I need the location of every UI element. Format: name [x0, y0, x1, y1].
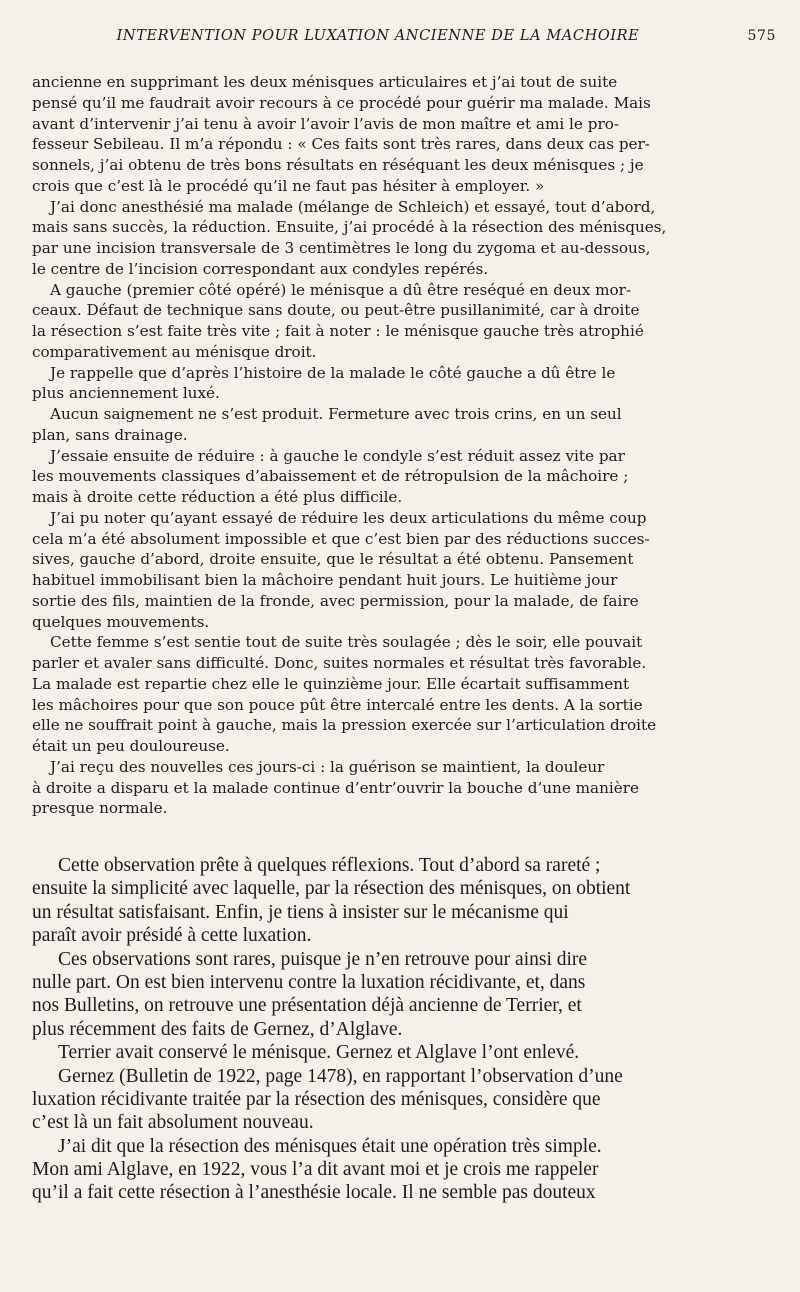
running-head: [40, 28, 776, 52]
text-line: Cette observation prête à quelques réflexions. Tout d’abord sa rareté ;: [58, 855, 601, 876]
text-line: avant d’intervenir j’ai tenu à avoir l’avoir l’avis de mon maître et ami le pro-: [32, 114, 619, 133]
text-line: sortie des fils, maintien de la fronde, avec permission, pour la malade, de faire: [32, 591, 639, 610]
text-line: crois que c’est là le procédé qu’il ne faut pas hésiter à employer. »: [32, 176, 545, 195]
text-line: c’est là un fait absolument nouveau.: [32, 1112, 314, 1134]
text-line: Je rappelle que d’après l’histoire de la malade le côté gauche a dû être le: [50, 363, 616, 382]
text-line: quelques mouvements.: [32, 612, 210, 631]
text-line: habituel immobilisant bien la mâchoire pendant huit jours. Le huitième jour: [32, 571, 618, 589]
text-line: A gauche (premier côté opéré) le ménisque a dû être reséqué en deux mor-: [50, 280, 632, 299]
page-number: 575: [747, 28, 776, 44]
text-line: ceaux. Défaut de technique sans doute, ou peut-être pusillanimité, car à droite: [32, 301, 640, 320]
text-line: parler et avaler sans difficulté. Donc, suites normales et résultat très favorable.: [32, 654, 647, 672]
text-line: cela m’a été absolument impossible et que c’est bien par des réductions succes-: [32, 529, 650, 548]
text-line: sonnels, j’ai obtenu de très bons résultats en réséquant les deux ménisques ; je: [32, 156, 644, 174]
text-line: la résection s’est faite très vite ; fait à noter : le ménisque gauche très atrophié: [32, 322, 644, 340]
text-line: Cette femme s’est sentie tout de suite très soulagée ; dès le soir, elle pouvait: [50, 633, 643, 652]
text-line: J’ai dit que la résection des ménisques était une opération très simple.: [58, 1135, 602, 1157]
text-line: par une incision transversale de 3 centimètres le long du zygoma et au-dessous,: [32, 239, 651, 257]
text-line: La malade est repartie chez elle le quinzième jour. Elle écartait suffisamment: [32, 674, 630, 693]
text-line: J’essaie ensuite de réduire : à gauche le condyle s’est réduit assez vite par: [50, 446, 625, 465]
text-line: les mâchoires pour que son pouce pût être intercalé entre les dents. A la sortie: [32, 695, 643, 714]
text-line: sives, gauche d’abord, droite ensuite, que le résultat a été obtenu. Pansement: [32, 550, 634, 569]
text-line: paraît avoir présidé à cette luxation.: [32, 925, 312, 947]
text-line: les mouvements classiques d’abaissement et de rétropulsion de la mâchoire ;: [32, 467, 629, 486]
text-line: Mon ami Alglave, en 1922, vous l’a dit avant moi et je crois me rappeler: [32, 1159, 599, 1181]
text-line: le centre de l’incision correspondant aux condyles repérés.: [32, 259, 489, 278]
text-line: presque normale.: [32, 799, 168, 818]
text-line: plus anciennement luxé.: [32, 384, 220, 403]
text-line: mais sans succès, la réduction. Ensuite, j’ai procédé à la résection des ménisques,: [32, 218, 667, 237]
text-line: à droite a disparu et la malade continue d’entr’ouvrir la bouche d’une manière: [32, 778, 639, 797]
text-line: luxation récidivante traitée par la résection des ménisques, considère que: [32, 1088, 601, 1110]
text-line: mais à droite cette réduction a été plus difficile.: [32, 488, 403, 506]
text-line: ensuite la simplicité avec laquelle, par la résection des ménisques, on obtient: [32, 878, 631, 900]
case-report-text: [32, 72, 772, 819]
text-line: Ces observations sont rares, puisque je n’en retrouve pour ainsi dire: [58, 948, 588, 970]
running-title: INTERVENTION POUR LUXATION ANCIENNE DE LA MACHOIRE: [116, 28, 640, 44]
text-line: fesseur Sebileau. Il m’a répondu : « Ces faits sont très rares, dans deux cas per-: [32, 135, 650, 154]
text-line: comparativement au ménisque droit.: [32, 342, 317, 361]
commentary-text: [32, 854, 772, 1205]
text-line: plan, sans drainage.: [32, 425, 188, 444]
text-line: J’ai pu noter qu’ayant essayé de réduire les deux articulations du même coup: [50, 508, 647, 527]
text-line: J’ai donc anesthésié ma malade (mélange de Schleich) et essayé, tout d’abord,: [50, 197, 656, 216]
text-line: pensé qu’il me faudrait avoir recours à ce procédé pour guérir ma malade. Mais: [32, 93, 651, 112]
text-line: un résultat satisfaisant. Enfin, je tiens à insister sur le mécanisme qui: [32, 901, 569, 923]
text-line: nos Bulletins, on retrouve une présentation déjà ancienne de Terrier, et: [32, 995, 582, 1017]
text-line: nulle part. On est bien intervenu contre la luxation récidivante, et, dans: [32, 971, 586, 993]
text-line: ancienne en supprimant les deux ménisques articulaires et j’ai tout de suite: [32, 73, 618, 91]
text-line: Terrier avait conservé le ménisque. Gernez et Alglave l’ont enlevé.: [58, 1042, 580, 1064]
text-line: plus récemment des faits de Gernez, d’Alglave.: [32, 1018, 403, 1040]
text-line: Gernez (Bulletin de 1922, page 1478), en rapportant l’observation d’une: [58, 1065, 623, 1087]
text-line: J’ai reçu des nouvelles ces jours-ci : la guérison se maintient, la douleur: [50, 757, 605, 776]
text-line: qu’il a fait cette résection à l’anesthésie locale. Il ne semble pas douteux: [32, 1182, 596, 1204]
text-line: Aucun saignement ne s’est produit. Fermeture avec trois crins, en un seul: [50, 405, 622, 423]
text-line: était un peu douloureuse.: [32, 737, 230, 755]
text-line: elle ne souffrait point à gauche, mais la pression exercée sur l’articulation droite: [32, 716, 657, 735]
